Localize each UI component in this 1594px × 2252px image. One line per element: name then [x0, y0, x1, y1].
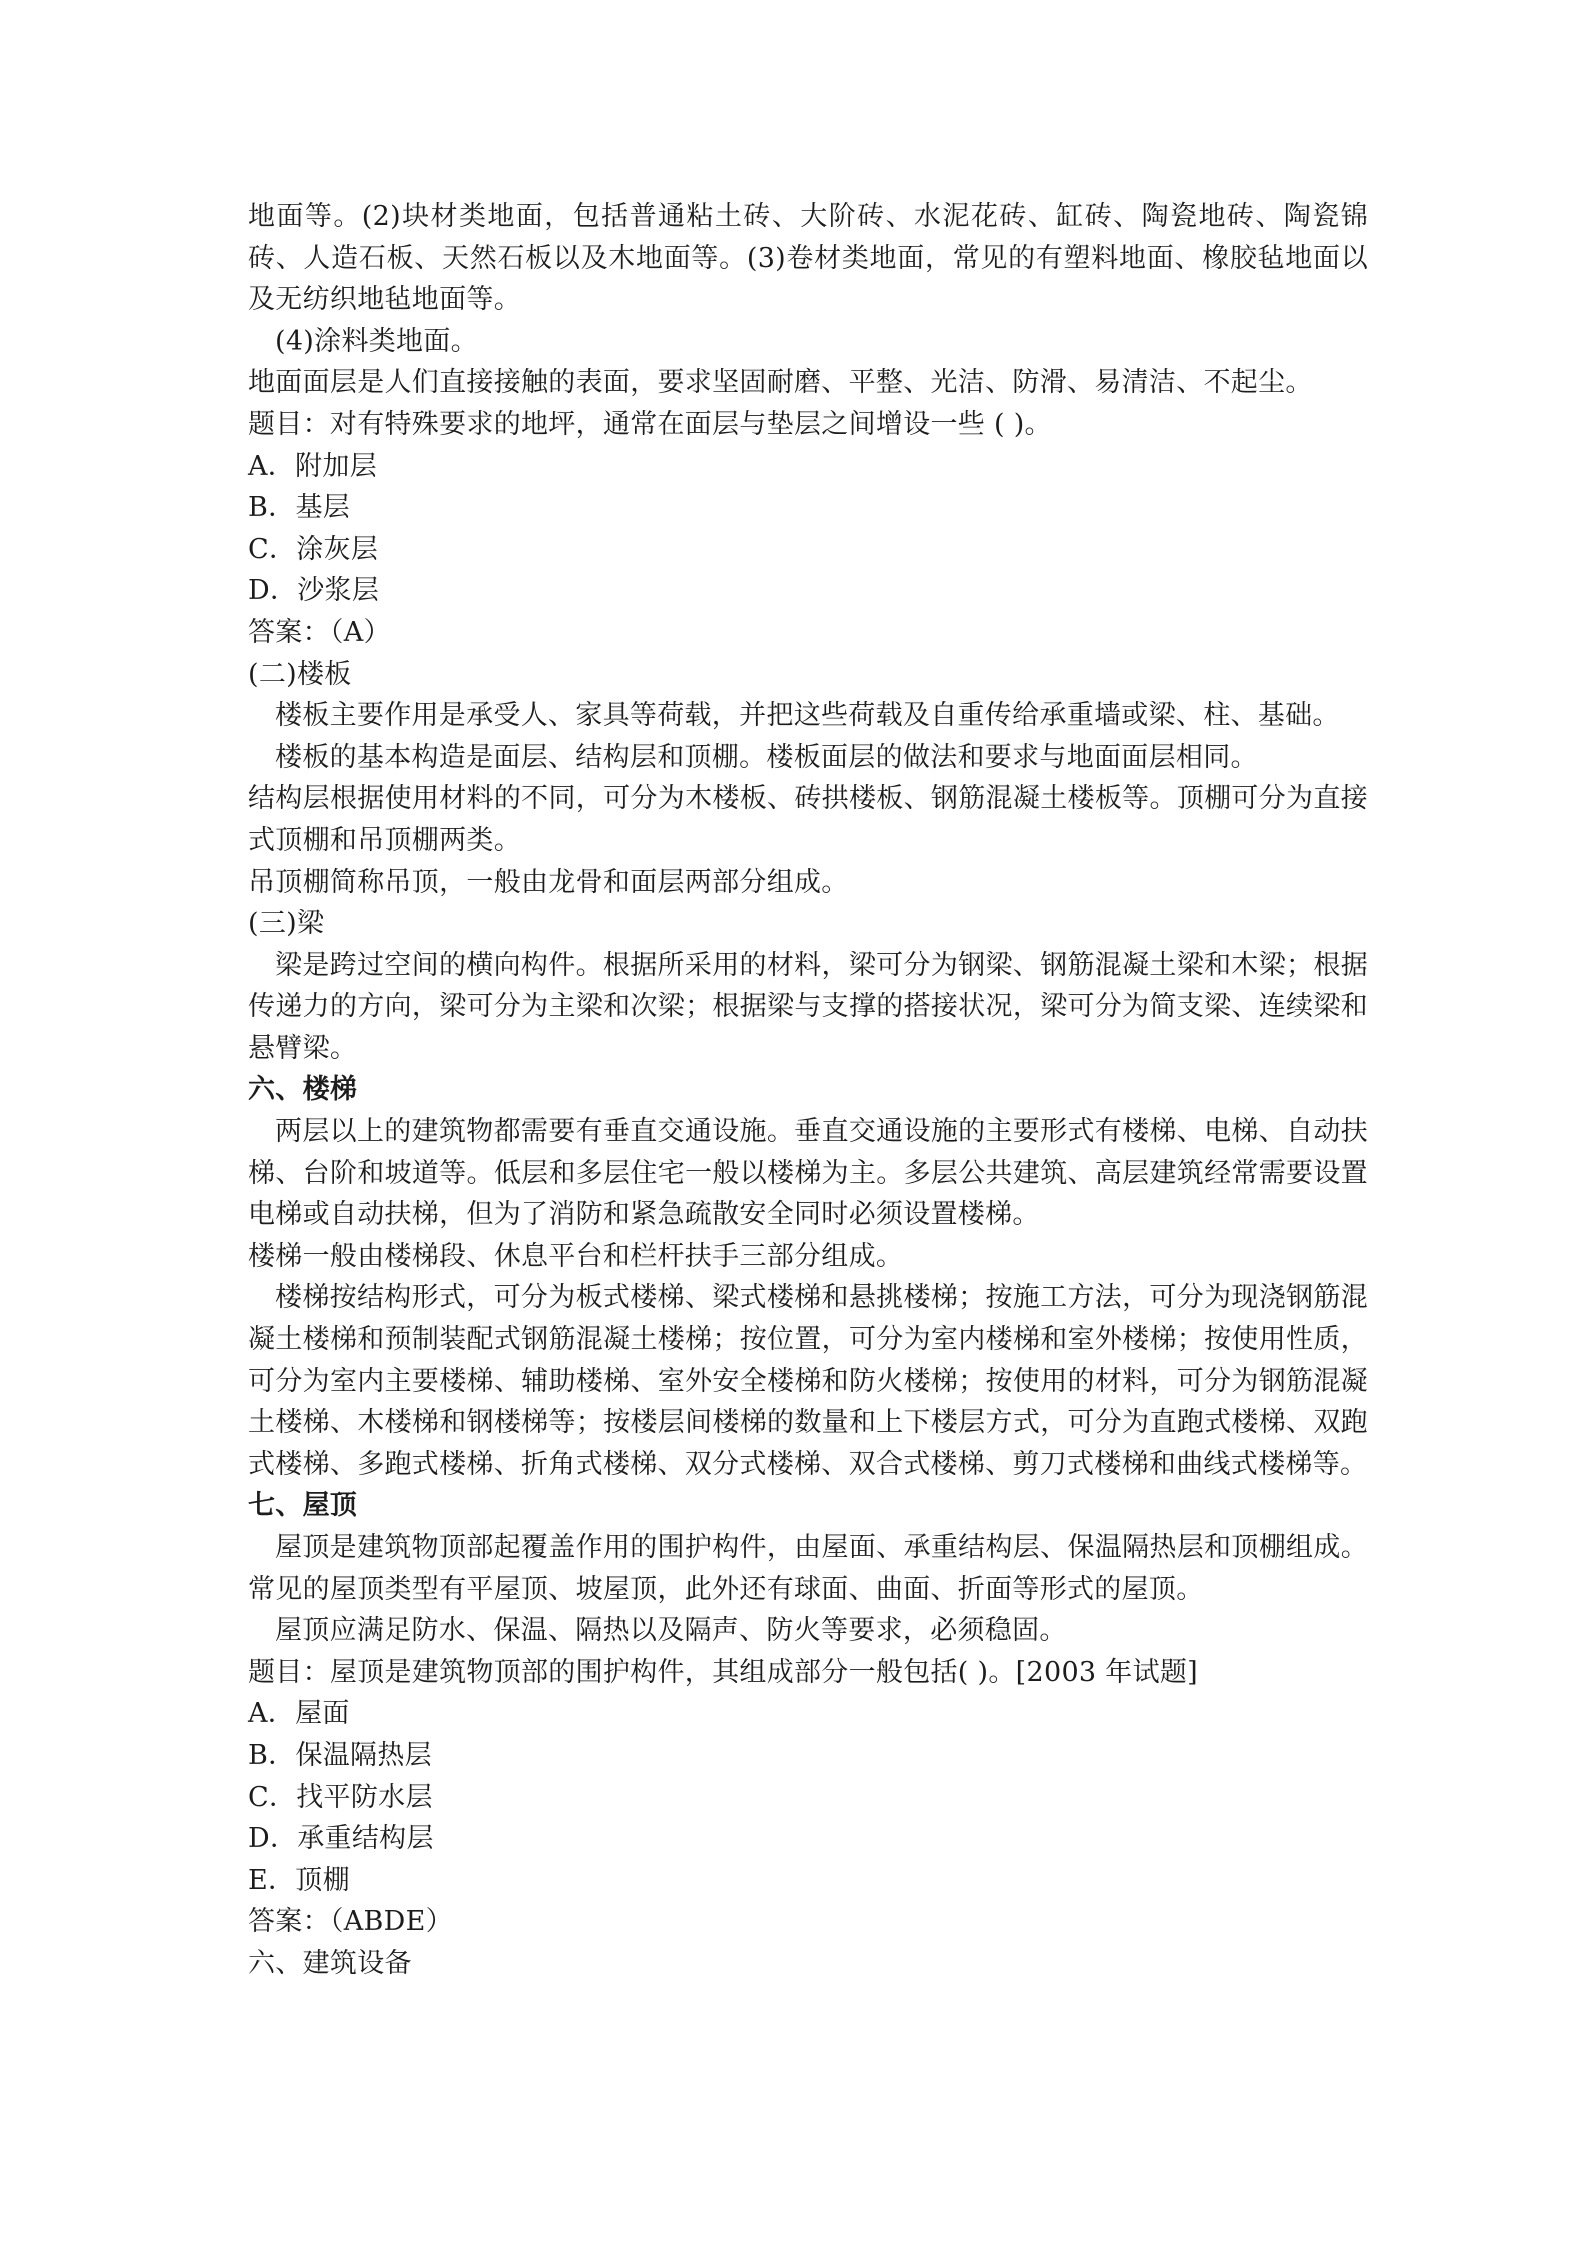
option-d: D．承重结构层	[248, 1823, 434, 1855]
document-page	[248, 196, 1368, 1985]
paragraph-beam: 梁是跨过空间的横向构件。根据所采用的材料，梁可分为钢梁、钢筋混凝土梁和木梁；根据传递力的方向，梁可分为主梁和次梁；根据梁与支撑的搭接状况，梁可分为简支梁、连续梁和悬臂梁。	[248, 949, 1368, 1064]
section-heading-floor-slab: (二)楼板	[248, 658, 352, 690]
paragraph-stair-classification: 楼梯按结构形式，可分为板式楼梯、梁式楼梯和悬挑楼梯；按施工方法，可分为现浇钢筋混凝土楼梯和预制装配式钢筋混凝土楼梯；按位置，可分为室内楼梯和室外楼梯；按使用性质，可分为室内主要楼梯、辅助楼梯、室外安全楼梯和防火楼梯；按使用的材料，可分为钢筋混凝土楼梯、木楼梯和钢楼梯等；按楼层间楼梯的数量和上下楼层方式，可分为直跑式楼梯、双跑式楼梯、多跑式楼梯、折角式楼梯、双分式楼梯、双合式楼梯、剪刀式楼梯和曲线式楼梯等。	[248, 1282, 1368, 1480]
question-block-1	[248, 404, 1368, 654]
question-block-2	[248, 1652, 1368, 1943]
paragraph-stair-components: 楼梯一般由楼梯段、休息平台和栏杆扶手三部分组成。	[248, 1240, 904, 1272]
question-text: 题目：屋顶是建筑物顶部的围护构件，其组成部分一般包括( )。[2003 年试题]	[248, 1656, 1199, 1688]
paragraph-floor-types: 地面等。(2)块材类地面，包括普通粘土砖、大阶砖、水泥花砖、缸砖、陶瓷地砖、陶瓷锦砖、人造石板、天然石板以及木地面等。(3)卷材类地面，常见的有塑料地面、橡胶毡地面以及无纺织地毡地面等。	[248, 201, 1368, 316]
option-a: A．屋面	[248, 1698, 350, 1730]
paragraph-vertical-transport: 两层以上的建筑物都需要有垂直交通设施。垂直交通设施的主要形式有楼梯、电梯、自动扶梯、台阶和坡道等。低层和多层住宅一般以楼梯为主。多层公共建筑、高层建筑经常需要设置电梯或自动扶梯，但为了消防和紧急疏散安全同时必须设置楼梯。	[248, 1116, 1368, 1231]
question-text: 题目：对有特殊要求的地坪，通常在面层与垫层之间增设一些 ( )。	[248, 408, 1052, 440]
section-heading-beam: (三)梁	[248, 908, 325, 940]
paragraph-coating-floor: (4)涂料类地面。	[275, 325, 478, 357]
option-c: C．找平防水层	[248, 1781, 433, 1813]
heading-roof: 七、屋顶	[248, 1490, 358, 1522]
answer-text: 答案：（A）	[248, 616, 391, 648]
answer-text: 答案：（ABDE）	[248, 1906, 453, 1938]
paragraph-slab-function: 楼板主要作用是承受人、家具等荷载，并把这些荷载及自重传给承重墙或梁、柱、基础。	[275, 700, 1340, 732]
paragraph-floor-surface: 地面面层是人们直接接触的表面，要求坚固耐磨、平整、光洁、防滑、易清洁、不起尘。	[248, 367, 1313, 399]
option-a: A．附加层	[248, 450, 377, 482]
option-c: C．涂灰层	[248, 533, 379, 565]
heading-stairs: 六、楼梯	[248, 1074, 358, 1106]
heading-building-equipment: 六、建筑设备	[248, 1947, 412, 1979]
paragraph-slab-structure: 楼板的基本构造是面层、结构层和顶棚。楼板面层的做法和要求与地面面层相同。	[275, 741, 1258, 773]
paragraph-structural-layer: 结构层根据使用材料的不同，可分为木楼板、砖拱楼板、钢筋混凝土楼板等。顶棚可分为直接式顶棚和吊顶棚两类。	[248, 783, 1368, 856]
paragraph-roof-requirements: 屋顶应满足防水、保温、隔热以及隔声、防火等要求，必须稳固。	[275, 1615, 1067, 1647]
option-e: E．顶棚	[248, 1864, 350, 1896]
paragraph-roof-definition: 屋顶是建筑物顶部起覆盖作用的围护构件，由屋面、承重结构层、保温隔热层和顶棚组成。常见的屋顶类型有平屋顶、坡屋顶，此外还有球面、曲面、折面等形式的屋顶。	[248, 1532, 1368, 1605]
paragraph-suspended-ceiling: 吊顶棚简称吊顶，一般由龙骨和面层两部分组成。	[248, 866, 849, 898]
option-b: B．保温隔热层	[248, 1739, 432, 1771]
option-b: B．基层	[248, 492, 351, 524]
option-d: D．沙浆层	[248, 575, 380, 607]
